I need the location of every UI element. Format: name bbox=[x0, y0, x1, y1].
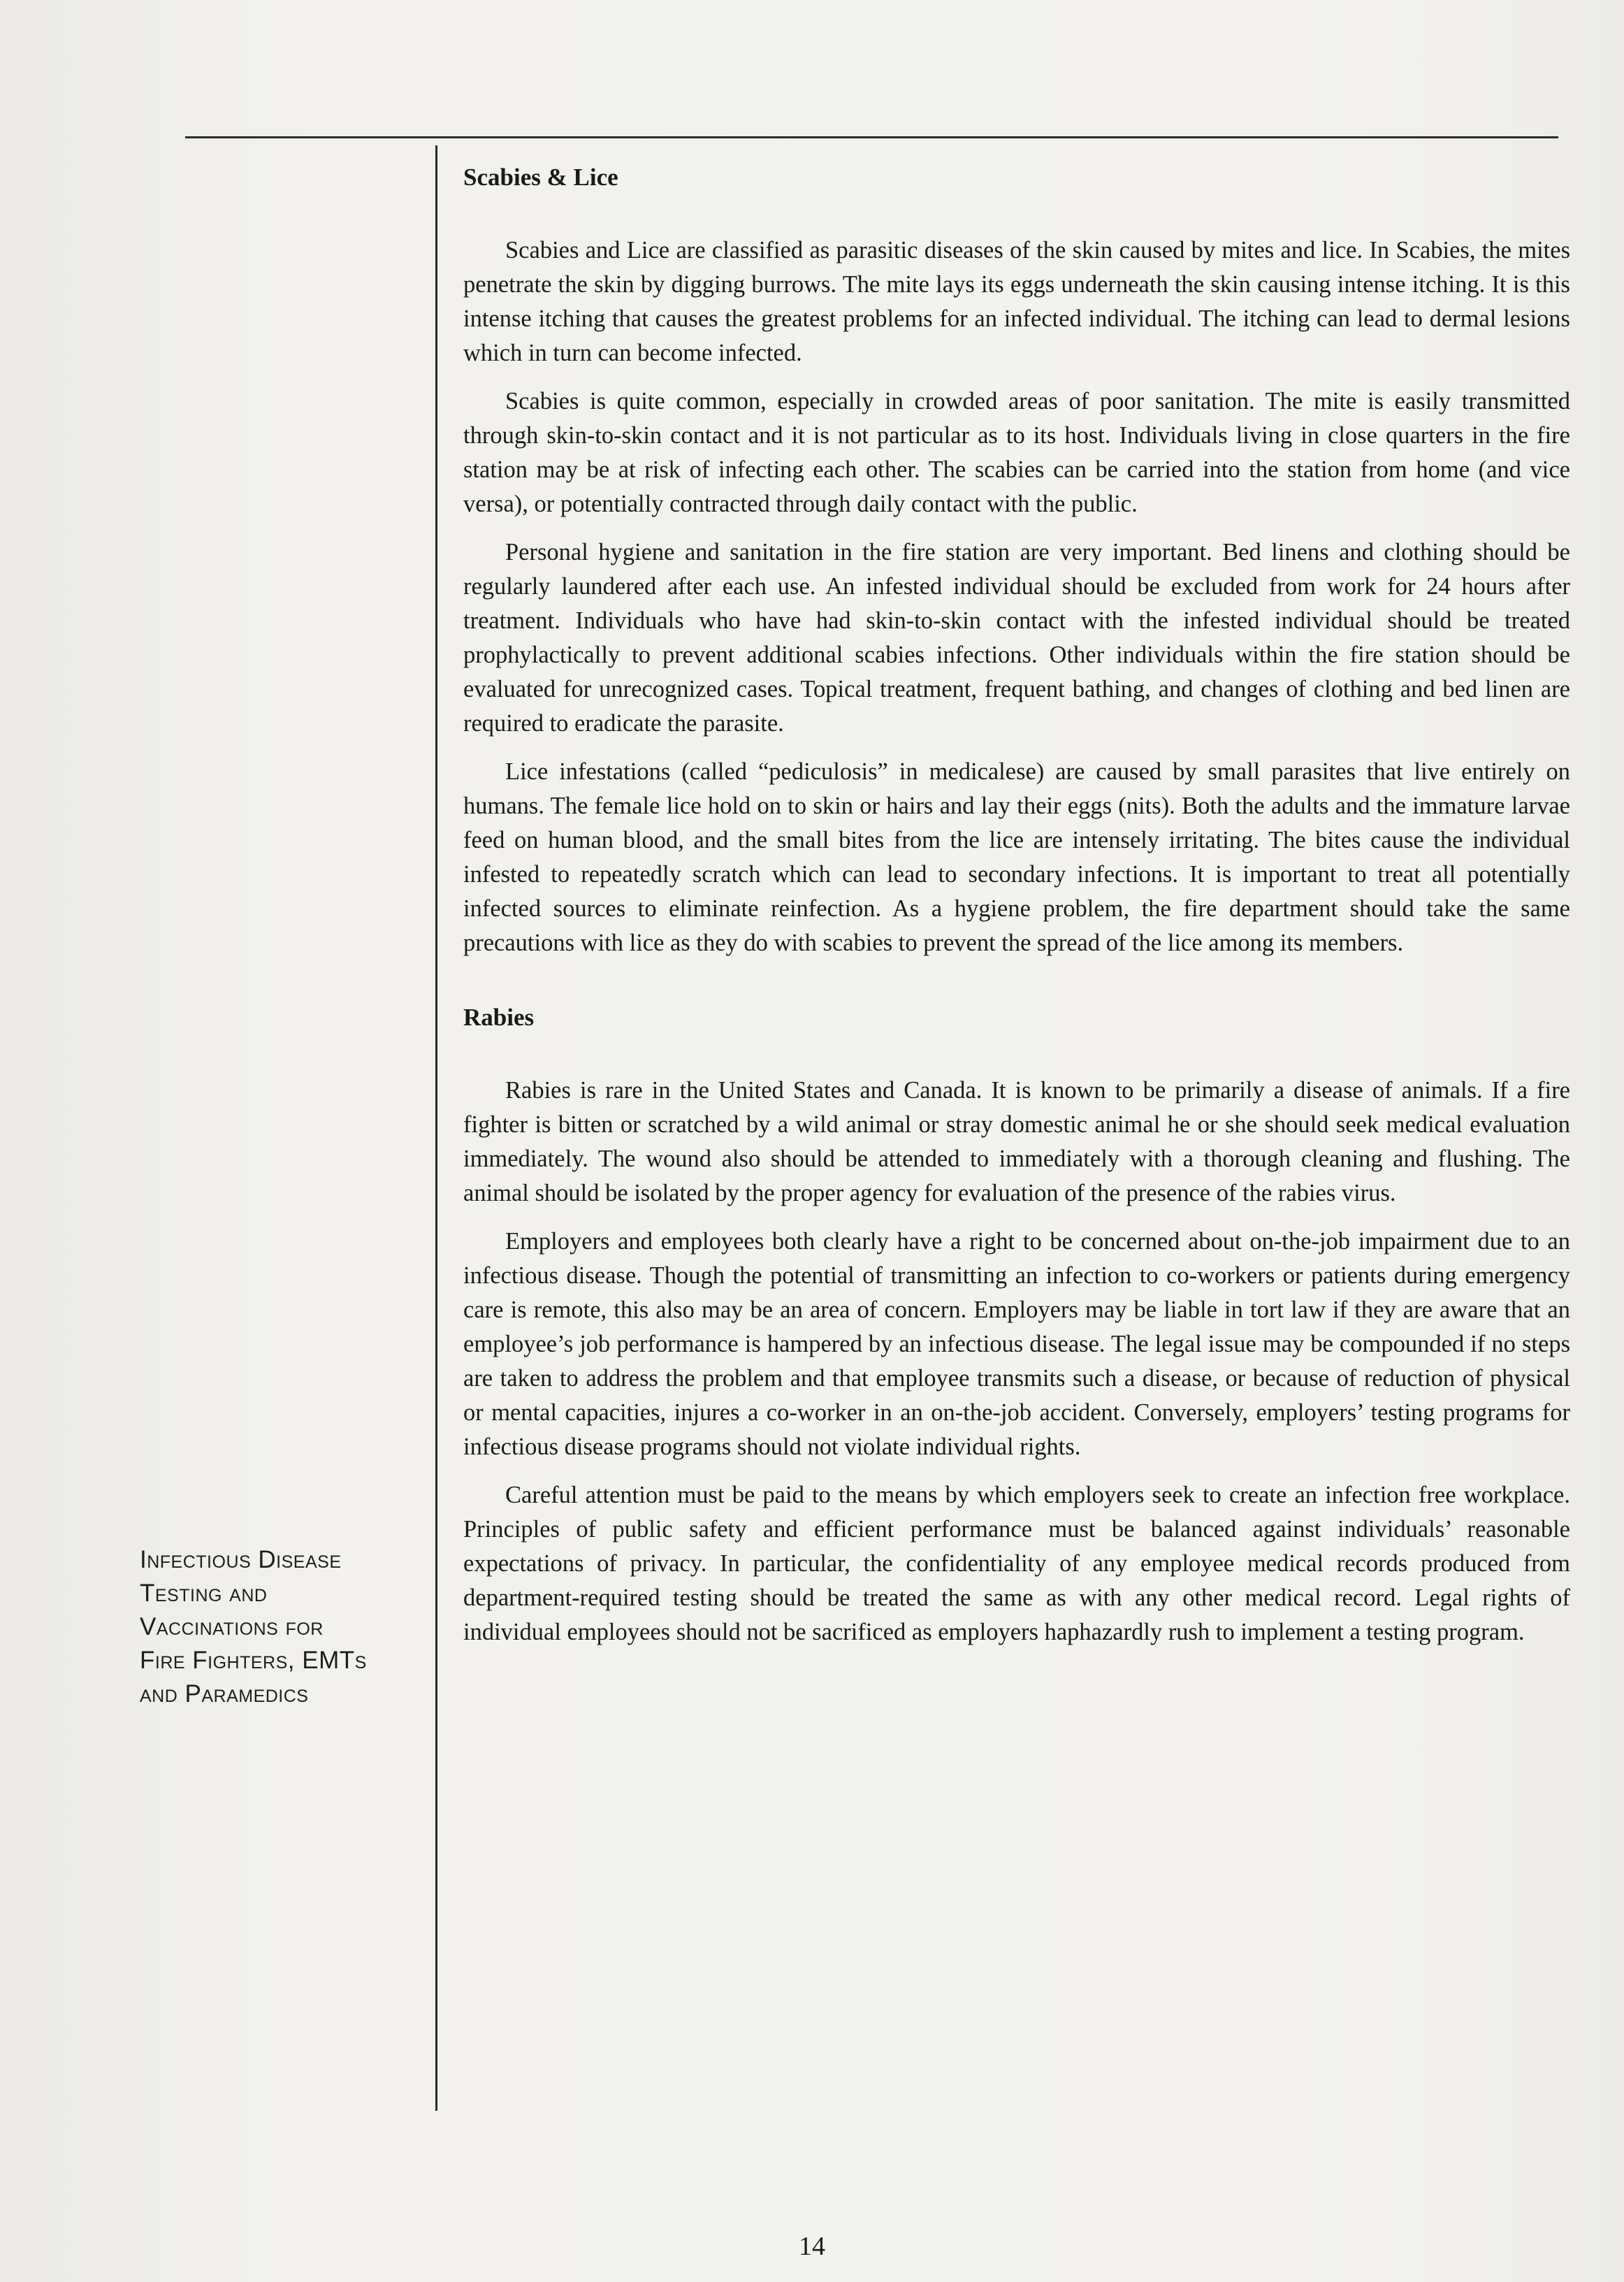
sidebar-heading-line: Fire Fighters, EMTs bbox=[140, 1647, 367, 1674]
column-vertical-rule bbox=[435, 145, 437, 2111]
body-paragraph: Scabies is quite common, especially in crowded areas of poor sanitation. The mite is easily transmitted through skin-to-skin contact and it is not particular as to its host. Individuals living in close quarters in the fire station may be at risk of infecting each other. The scabies can be carried into the station from home (and vice versa), or potentially contracted through daily contact with the public. bbox=[463, 388, 1570, 517]
main-text-column bbox=[463, 162, 1570, 1663]
page-number: 14 bbox=[799, 2232, 825, 2261]
body-paragraph: Rabies is rare in the United States and Canada. It is known to be primarily a disease of animals. If a fire fighter is bitten or scratched by a wild animal or stray domestic animal he or she should seek medical evaluation immediately. The wound also should be attended to immediately with a thorough cleaning and flushing. The animal should be isolated by the proper agency for evaluation of the presence of the rabies virus. bbox=[463, 1077, 1570, 1206]
body-paragraph: Careful attention must be paid to the means by which employers seek to create an infection free workplace. Principles of public safety and efficient performance must be balanced against individuals’ reasonable expectations of privacy. In particular, the confidentiality of any employee medical records produced from department-required testing should be treated the same as with any other medical record. Legal rights of individual employees should not be sacrificed as employers haphazardly rush to implement a testing program. bbox=[463, 1482, 1570, 1645]
sidebar-heading-line: Infectious Disease bbox=[140, 1546, 342, 1573]
body-paragraph: Personal hygiene and sanitation in the fire station are very important. Bed linens and clothing should be regularly laundered after each use. An infested individual should be excluded from work for 24 hours after treatment. Individuals who have had skin-to-skin contact with the infested individual should be treated prophylactically to prevent additional scabies infections. Other individuals within the fire station should be evaluated for unrecognized cases. Topical treatment, frequent bathing, and changes of clothing and bed linen are required to eradicate the parasite. bbox=[463, 539, 1570, 737]
sidebar-heading-line: and Paramedics bbox=[140, 1680, 309, 1707]
body-paragraph: Lice infestations (called “pediculosis” in medicalese) are caused by small parasites that live entirely on humans. The female lice hold on to skin or hairs and lay their eggs (nits). Both the adults and the immature larvae feed on human blood, and the small bites from the lice are intensely irritating. The bites cause the individual infested to repeatedly scratch which can lead to secondary infections. It is important to treat all potentially infected sources to eliminate reinfection. As a hygiene problem, the fire department should take the same precautions with lice as they do with scabies to prevent the spread of the lice among its members. bbox=[463, 758, 1570, 956]
sidebar-heading-infectious-disease-testing bbox=[140, 1543, 419, 1711]
section-heading-scabies-lice: Scabies & Lice bbox=[463, 164, 618, 191]
sidebar-heading-line: Testing and bbox=[140, 1580, 268, 1607]
section-heading-rabies: Rabies bbox=[463, 1004, 535, 1031]
sidebar-heading-line: Vaccinations for bbox=[140, 1613, 324, 1640]
body-paragraph: Employers and employees both clearly have a right to be concerned about on-the-job impairment due to an infectious disease. Though the potential of transmitting an infection to co-workers or patients during emergency care is remote, this also may be an area of concern. Employers may be liable in tort law if they are aware that an employee’s job performance is hampered by an infectious disease. The legal issue may be compounded if no steps are taken to address the problem and that employee transmits such a disease, or because of reduction of physical or mental capacities, injures a co-worker in an on-the-job accident. Conversely, employers’ testing programs for infectious disease programs should not violate individual rights. bbox=[463, 1228, 1570, 1460]
body-paragraph: Scabies and Lice are classified as parasitic diseases of the skin caused by mites and lice. In Scabies, the mites penetrate the skin by digging burrows. The mite lays its eggs underneath the skin causing intense itching. It is this intense itching that causes the greatest problems for an infected individual. The itching can lead to dermal lesions which in turn can become infected. bbox=[463, 237, 1570, 366]
top-horizontal-rule bbox=[185, 136, 1558, 138]
section-spacer bbox=[463, 974, 1570, 1002]
